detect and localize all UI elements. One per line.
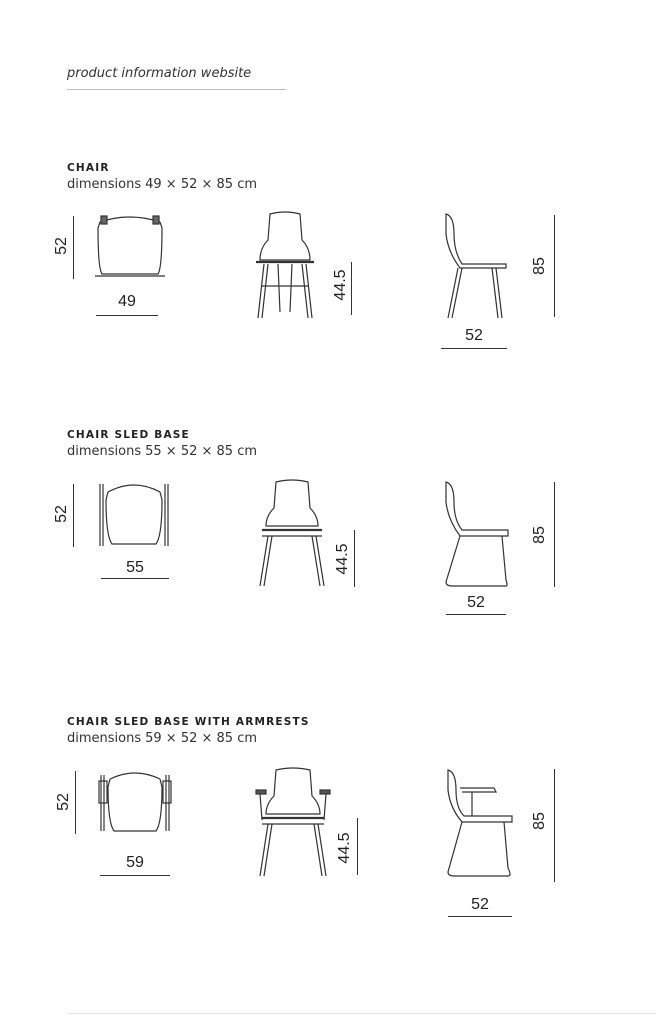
chair-front-view	[254, 768, 332, 880]
side-depth-label: 52	[467, 594, 485, 611]
chair-side-view	[440, 212, 510, 322]
top-width-line	[96, 315, 158, 316]
side-height-line	[554, 482, 555, 587]
chair-side-view	[440, 480, 512, 590]
top-depth-label: 52	[53, 237, 70, 255]
front-seat-height-line	[357, 818, 358, 875]
front-seat-height-line	[354, 530, 355, 587]
chair-front-view	[254, 480, 330, 590]
footer-divider	[67, 1013, 656, 1014]
side-depth-label: 52	[471, 896, 489, 913]
header-text: product information website	[67, 66, 252, 81]
product-title: CHAIR SLED BASE	[67, 429, 190, 441]
product-title: CHAIR SLED BASE WITH ARMRESTS	[67, 716, 310, 728]
top-depth-line	[73, 216, 74, 279]
product-dimensions	[67, 177, 261, 192]
top-width-line	[101, 578, 169, 579]
side-height-label: 85	[531, 812, 548, 830]
dimensions-value: 55 × 52 × 85 cm	[145, 444, 258, 459]
chair-side-view	[442, 768, 516, 880]
dimensions-label: dimensions	[67, 444, 142, 459]
side-height-line	[554, 215, 555, 317]
chair-front-view	[250, 212, 320, 322]
side-depth-line	[441, 348, 507, 349]
chair-top-view	[96, 478, 172, 554]
front-seat-height-label: 44.5	[334, 543, 351, 575]
chair-top-view	[98, 767, 172, 839]
side-height-label: 85	[531, 526, 548, 544]
product-dimensions	[67, 731, 261, 746]
dimensions-value: 59 × 52 × 85 cm	[145, 731, 258, 746]
front-seat-height-line	[351, 262, 352, 315]
top-width-label: 49	[118, 293, 136, 310]
dimensions-label: dimensions	[67, 177, 142, 192]
front-seat-height-label: 44.5	[336, 832, 353, 864]
side-depth-line	[446, 614, 506, 615]
top-depth-label: 52	[53, 505, 70, 523]
top-width-label: 55	[126, 559, 144, 576]
header-divider	[67, 89, 286, 90]
side-height-label: 85	[531, 257, 548, 275]
product-title: CHAIR	[67, 162, 110, 174]
side-height-line	[554, 769, 555, 882]
chair-top-view	[90, 208, 170, 288]
side-depth-label: 52	[465, 327, 483, 344]
top-depth-line	[75, 771, 76, 834]
front-seat-height-label: 44.5	[332, 269, 349, 301]
top-depth-line	[73, 484, 74, 547]
top-depth-label: 52	[55, 793, 72, 811]
side-depth-line	[448, 916, 512, 917]
top-width-label: 59	[126, 854, 144, 871]
dimensions-label: dimensions	[67, 731, 142, 746]
dimensions-value: 49 × 52 × 85 cm	[145, 177, 258, 192]
product-dimensions	[67, 444, 261, 459]
top-width-line	[100, 875, 170, 876]
